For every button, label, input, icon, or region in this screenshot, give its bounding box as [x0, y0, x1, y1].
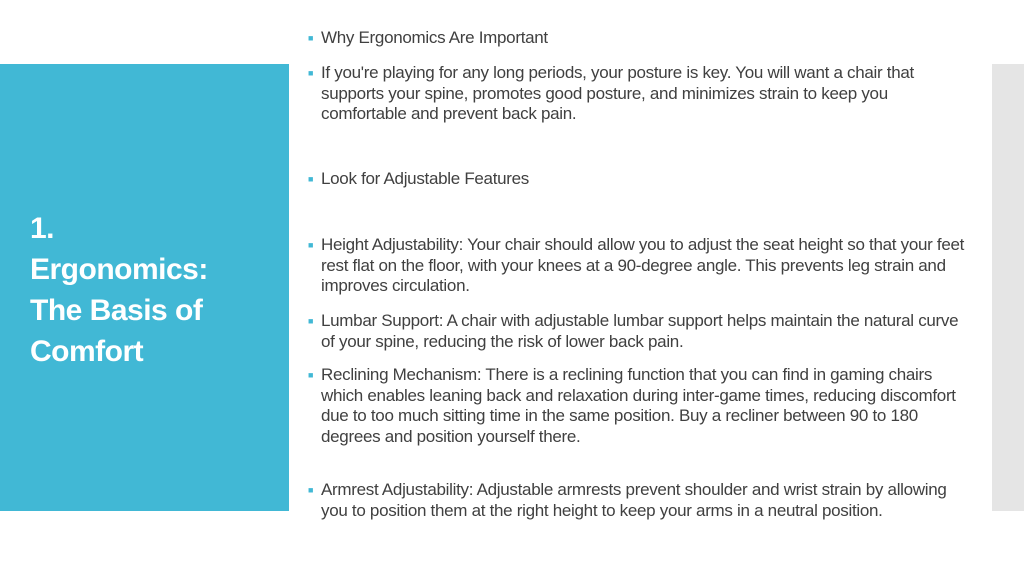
bullet-item	[308, 169, 968, 190]
bullet-item	[308, 235, 968, 297]
slide-title	[30, 208, 280, 372]
bullet-icon: ■	[308, 240, 314, 250]
bullet-item	[308, 480, 968, 521]
bullet-icon: ■	[308, 370, 314, 380]
bullet-icon: ■	[308, 33, 314, 43]
bullet-text: Why Ergonomics Are Important	[321, 28, 548, 47]
slide-title-line: Ergonomics:	[30, 253, 208, 286]
bullet-item	[308, 63, 968, 125]
slide-title-line: The Basis of	[30, 294, 203, 327]
bullet-icon: ■	[308, 174, 314, 184]
bullet-text: Reclining Mechanism: There is a reclining function that you can find in gaming chairs which enables leaning back and relaxation during inter-game times, reducing discomfort due to too much sitting time in the same position. Buy a recliner between 90 to 180 degrees and position yourself there.	[321, 365, 956, 447]
bullet-icon: ■	[308, 316, 314, 326]
bullet-text: Lumbar Support: A chair with adjustable lumbar support helps maintain the natural curve of your spine, reducing the risk of lower back pain.	[321, 311, 959, 351]
bullet-text: Look for Adjustable Features	[321, 169, 530, 188]
side-decoration-bar	[992, 64, 1024, 511]
bullet-item	[308, 365, 968, 448]
bullet-item	[308, 311, 968, 352]
bullet-item	[308, 28, 968, 49]
slide-title-line: Comfort	[30, 335, 144, 368]
bullet-text: If you're playing for any long periods, your posture is key. You will want a chair that supports your spine, promotes good posture, and minimizes strain to keep you comfortable and prevent back pain.	[321, 63, 914, 124]
slide-title-line: 1.	[30, 212, 55, 245]
bullet-icon: ■	[308, 485, 314, 495]
bullet-text: Height Adjustability: Your chair should allow you to adjust the seat height so that your feet rest flat on the floor, with your knees at a 90-degree angle. This prevents leg strain and improves circulation.	[321, 235, 965, 296]
bullet-text: Armrest Adjustability: Adjustable armrests prevent shoulder and wrist strain by allowing you to position them at the right height to keep your arms in a neutral position.	[321, 480, 947, 520]
bullet-icon: ■	[308, 68, 314, 78]
